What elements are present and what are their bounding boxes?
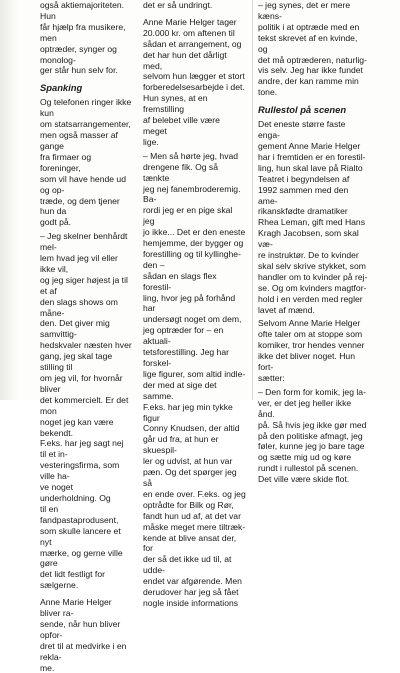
text-line: kende at blive ansat der, for [143,532,237,554]
text-line: rikanskfødte dramatiker [258,206,348,217]
text-line: gement Anne Marie Helger [258,140,361,151]
text-line: til en fandpastaprodusent, [40,503,119,525]
text-line: vesteringsfirma, som ville ha- [40,460,120,482]
text-line: på. Så hvis jeg ikke gør med [258,419,367,430]
text-line: Anne Marie Helger tager [143,16,237,27]
text-line: sådan et arrangement, og [143,38,242,49]
text-line: Det eneste større faste enga- [258,119,346,141]
text-line: 1992 sammen med den ame- [258,184,349,206]
text-line: jeg optræder for – en aktuali- [143,325,224,347]
text-line: men også masser af gange [40,130,118,151]
text-line: den. Det giver mig samvittig- [40,318,110,340]
text-line: – Jeg skelner benhårdt mel- [40,231,128,253]
text-line: skal selv skrive stykket, som [258,260,366,271]
col3-top-text [258,0,368,98]
text-line: af belebet ville være meget [143,115,220,136]
text-line: komiker, tror hendes venner [258,340,365,351]
text-line: drengene fik. Og så tænkte [143,161,219,183]
text-line: 20.000 kr. om aftenen til [143,27,235,38]
text-line: nogle inside informations [143,597,239,608]
text-line: hedskvaler næsten hver [40,340,132,351]
text-line: forestilling og til kyllingheden – [143,248,241,270]
text-line: en ende over. F.eks. og jeg [143,488,246,499]
text-line: ve noget underholdning. Og [40,482,111,503]
subheading-spanking: Spanking [40,82,83,94]
text-line: optræder, synger og monolog- [40,43,117,65]
text-line: F.eks. har jeg sagt nej til et in- [40,438,124,460]
text-line: den slags shows om måne- [40,296,118,318]
text-line: det lidt festligt for sælgerne. [40,569,105,591]
scan-shadow-edge [0,0,18,400]
text-line: Det ville være skide flot. [258,474,350,485]
text-line: træde, og dem tjener hun da [40,195,120,217]
text-line: det har hun det dårligt med, [143,49,227,71]
text-line: undersøgt noget om dem, [143,314,242,325]
text-line: lige figurer, som altid indle- [143,368,246,379]
text-line: re instruktør. De to kvinder [258,250,359,261]
text-line: me. [40,662,55,673]
text-line: ling, hun skal lave på Rialto [258,162,363,173]
text-line: – jeg synes, det er mere kæns- [258,0,351,21]
text-line: ling, hvor jeg på forhånd har [143,292,236,314]
text-line: rordi jeg er en pige skal jeg [143,205,233,227]
text-line: – Men så hørte jeg, hvad [143,150,239,161]
text-line: ofte taler om at stoppe som [258,329,363,340]
text-line: gang, jeg skal tage stilling til [40,351,113,373]
text-line: Teatret i begyndelsen af [258,173,350,184]
text-line: lavet af mænd. [258,304,315,315]
text-line: Hun synes, at en fremstilling [143,93,208,115]
text-line: endet var afgørende. Men [143,576,242,587]
column-divider [252,0,253,400]
text-line: vis selv. Jeg har ikke fundet [258,65,363,76]
text-line: ler og udvist, at hun var [143,456,233,467]
col1-paragraph-1 [40,97,132,228]
text-line: F.eks. har jeg min tykke figur [143,401,233,423]
column-1 [40,0,132,673]
text-line: som skulle lancere et nyt [40,525,121,547]
text-line: tetsforestilling. Jeg har forskel- [143,347,229,368]
text-line: – Den form for komik, jeg la- [258,386,366,397]
text-line: der så det ikke ud til, at udde- [143,554,232,576]
text-line: handler om to kvinder på rej- [258,271,368,282]
text-line: har i fremtiden er en forestil- [258,151,366,162]
text-line: på den politiske afmagt, jeg [258,430,363,441]
text-line: lem hvad jeg vil eller ikke vil, [40,253,118,274]
text-line: det er så undringt. [143,0,213,10]
text-line: får hjælp fra musikere, men [40,21,126,43]
text-line: derudover har jeg så fået [143,587,239,598]
text-line: som vil have hende ud og op- [40,173,126,195]
text-line: sætter: [258,373,285,383]
text-line: ikke det bliver noget. Hun fort- [258,351,355,373]
subheading-rullestol: Rullestol på scenen [258,104,347,116]
text-line: hemjemme, der bygger og [143,238,244,249]
text-line: tone. [258,87,278,98]
text-line: dret til at medvirke i en rekla- [40,640,127,662]
col3-paragraph-1 [258,119,368,315]
text-line: føler, kunne jeg jo bare tage [258,441,365,452]
column-3 [258,0,368,485]
text-line: om statsarrangementer, [40,119,131,130]
col1-paragraph-3 [40,597,132,673]
text-line: hold i en verden med regler [258,293,363,304]
text-line: går ud fra, at hun er skuespil- [143,434,219,456]
text-line: Selvom Anne Marie Helger [258,318,361,329]
col1-paragraph-2 [40,231,132,591]
text-line: det kommercielt. Er det mon [40,394,129,416]
text-line: det må optræderen, naturlig- [258,54,367,65]
text-line: og sætte mig ud og køre [258,452,352,463]
text-line: sende, når hun bliver opfor- [40,618,121,640]
text-line: pæn. Og det spørger jeg så [143,467,237,488]
text-line: sådan en slags flex forestil- [143,270,217,292]
text-line: mærke, og gerne ville gøre [40,547,123,569]
text-line: optrådte for Bilk og Rør, [143,499,234,510]
col2-paragraph-2 [143,151,246,609]
col2-top-text [143,0,246,11]
text-line: fandt hun ud af, at det var [143,510,241,521]
text-line: tekst skrevet af en kvinde, og [258,32,358,54]
text-line: lige. [143,136,159,147]
text-line: Conny Knudsen, der altid [143,423,240,434]
text-line: noget jeg kan være bekendt. [40,416,114,438]
text-line: også aktiemajoriteten. Hun [40,0,125,21]
column-2 [143,0,246,609]
text-line: Anne Marie Helger bliver ra- [40,597,112,619]
text-line: der med at sige det samme. [143,379,217,401]
text-line: rundt i rullestol på scenen. [258,463,359,474]
text-line: jeg nej fanembroderemig. Ba- [143,183,241,205]
text-line: og jeg siger højest ja til et af [40,274,128,296]
col3-paragraph-3 [258,387,368,485]
col3-paragraph-2 [258,318,368,383]
text-line: jo ikke... Det er den eneste [143,227,246,238]
text-line: Rhea Leman, gift med Hans [258,217,366,228]
text-line: godt på. [40,217,72,228]
text-line: fra firmaer og foreninger, [40,151,92,173]
col2-paragraph-1 [143,17,246,148]
text-line: ger står hun selv for. [40,65,118,76]
text-line: ver, er det jeg heller ikke ånd. [258,397,352,419]
text-line: Og telefonen ringer ikke kun [40,97,132,119]
col1-top-text [40,0,132,76]
text-line: andre, der kan ramme min [258,76,359,87]
text-line: selvom hun lægger et stort [143,71,245,82]
text-line: politik i at optræde med en [258,21,360,32]
text-line: forberedelsesarbejde i det. [143,82,245,93]
text-line: se. Og om kvinders magtfor- [258,282,367,293]
text-line: om jeg vil, for hvornår bliver [40,373,123,394]
text-line: Kragh Jacobsen, som skal væ- [258,228,359,250]
text-line: måske meget mere tiltræk- [143,521,246,532]
